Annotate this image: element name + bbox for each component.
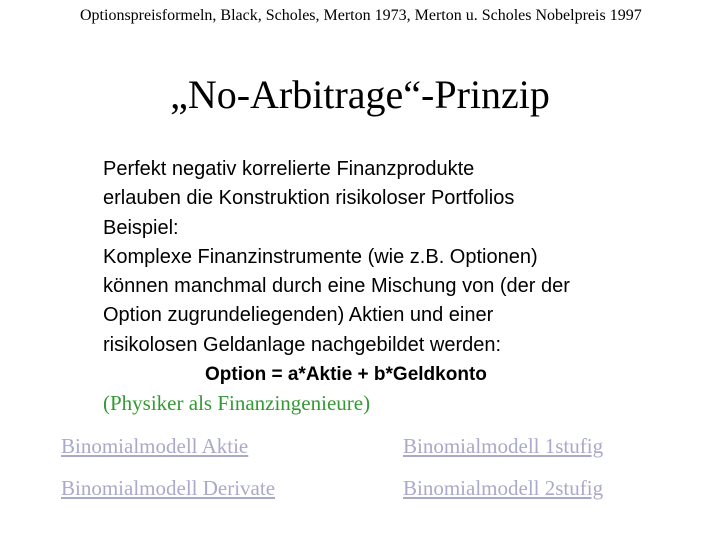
link-binomialmodell-derivate[interactable]: Binomialmodell Derivate [61, 476, 276, 500]
body-line: Komplexe Finanzinstrumente (wie z.B. Optionen) [103, 245, 538, 268]
slide-title: „No-Arbitrage“-Prinzip [170, 72, 550, 117]
slide-body [103, 155, 703, 419]
remark: (Physiker als Finanzingenieure) [103, 391, 371, 416]
link-binomialmodell-2stufig[interactable]: Binomialmodell 2stufig [403, 476, 604, 500]
formula: Option = a*Aktie + b*Geldkonto [205, 364, 487, 386]
link-binomialmodell-aktie[interactable]: Binomialmodell Aktie [61, 434, 249, 458]
body-line: Perfekt negativ korrelierte Finanzprodukte [103, 158, 475, 180]
link-binomialmodell-1stufig[interactable]: Binomialmodell 1stufig [403, 434, 604, 458]
body-line: erlauben die Konstruktion risikoloser Portfolios [103, 187, 515, 210]
body-line: Beispiel: [103, 216, 179, 239]
body-line: Option zugrundeliegenden) Aktien und einer [103, 304, 494, 327]
header-title: Optionspreisformeln, Black, Scholes, Merton 1973, Merton u. Scholes Nobelpreis 1997 [80, 7, 642, 24]
body-line: können manchmal durch eine Mischung von (der der [103, 275, 570, 298]
body-line: risikolosen Geldanlage nachgebildet werden: [103, 333, 502, 356]
